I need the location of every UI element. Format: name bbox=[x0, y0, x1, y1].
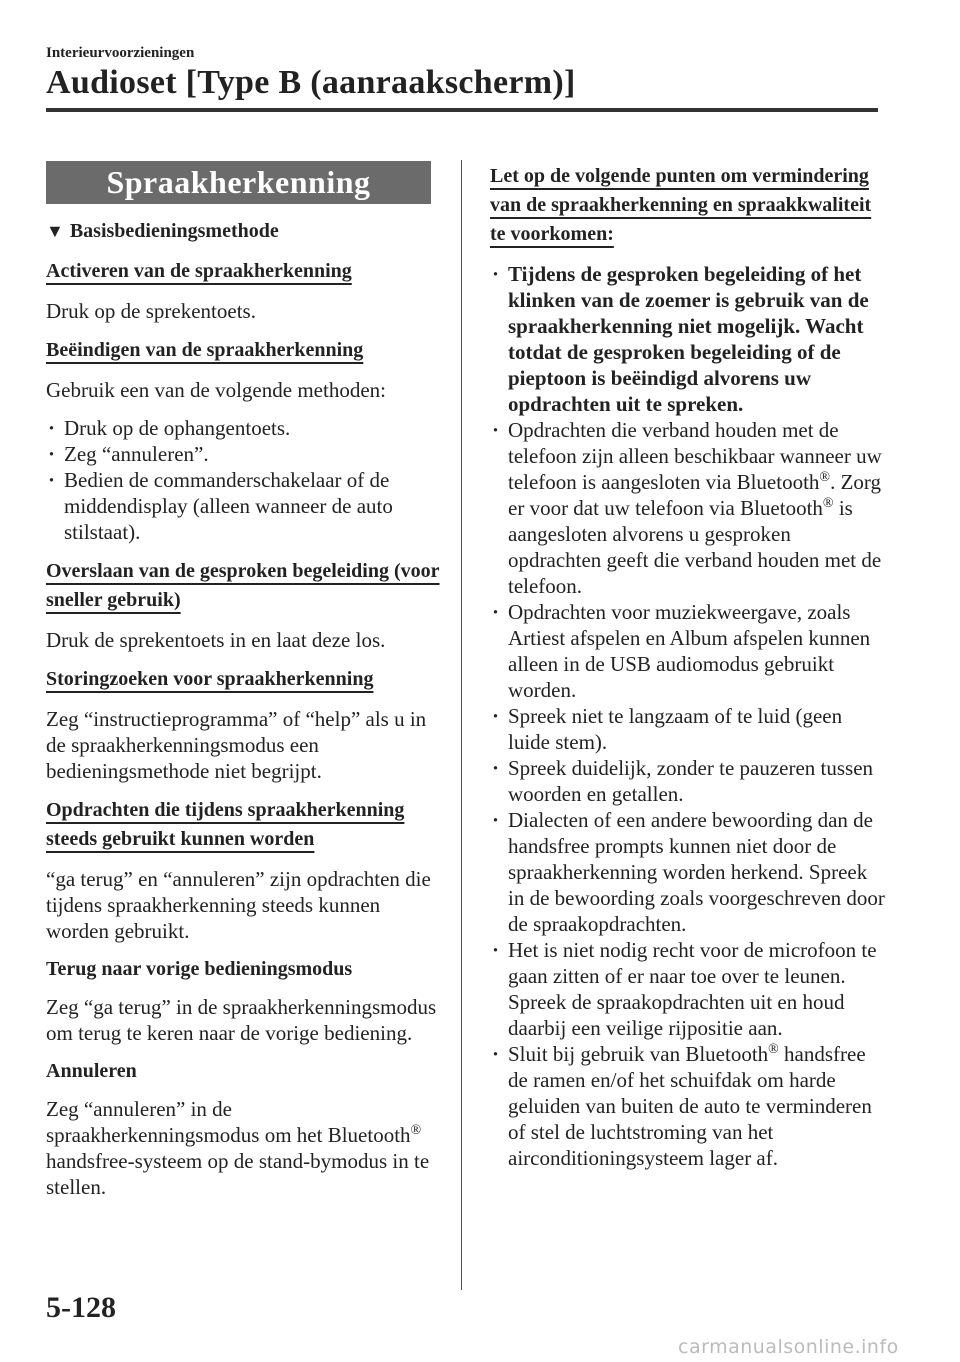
paragraph-cancel: Zeg “annuleren” in de spraakherkenningsmodus om het Bluetooth® handsfree-systeem op de stand-bymodus in te stellen. bbox=[46, 1097, 430, 1199]
paragraph-skip: Druk de sprekentoets in en laat deze los. bbox=[46, 628, 386, 652]
paragraph-always-commands: “ga terug” en “annuleren” zijn opdrachten die tijdens spraakherkenning steeds kunnen worden gebruikt. bbox=[46, 867, 431, 943]
paragraph-troubleshoot: Zeg “instructieprogramma” of “help” als u in de spraakherkenningsmodus een bedieningsmethode niet begrijpt. bbox=[46, 707, 427, 783]
end-methods-list bbox=[46, 415, 441, 545]
list-item: · Zeg “annuleren”. bbox=[46, 441, 441, 467]
list-item: · Opdrachten die verband houden met de telefoon zijn alleen beschikbaar wanneer uw telefoon is aangesloten via Bluetooth®. Zorg er voor dat uw telefoon via Bluetooth® is aangesloten alvorens u gesproken opdrachten geeft die verband houden met de telefoon. bbox=[490, 417, 885, 599]
watermark: carmanualsonline.info bbox=[678, 1336, 899, 1358]
section-label: Interieurvoorzieningen bbox=[46, 45, 195, 61]
paragraph-back: Zeg “ga terug” in de spraakherkenningsmodus om terug te keren naar de vorige bediening. bbox=[46, 995, 437, 1045]
subheading-text: Basisbedieningsmethode bbox=[69, 220, 279, 242]
list-item: · Opdrachten voor muziekweergave, zoals Artiest afspelen en Album afspelen kunnen alleen in de USB audiomodus gebruikt worden. bbox=[490, 599, 885, 703]
section-banner: Spraakherkenning bbox=[46, 161, 431, 204]
right-column bbox=[490, 162, 885, 1183]
subheading bbox=[46, 218, 441, 244]
list-item: · Spreek duidelijk, zonder te pauzeren tussen woorden en getallen. bbox=[490, 755, 885, 807]
heading-end: Beëindigen van de spraakherkenning bbox=[46, 339, 364, 361]
heading-tips: Let op de volgende punten om vermindering van de spraakherkenning en spraakkwaliteit te voorkomen: bbox=[490, 165, 872, 245]
paragraph-activate: Druk op de sprekentoets. bbox=[46, 299, 256, 323]
column-divider bbox=[461, 160, 462, 1290]
list-item: · Bedien de commanderschakelaar of de middendisplay (alleen wanneer de auto stilstaat). bbox=[46, 467, 441, 545]
heading-troubleshoot: Storingzoeken voor spraakherkenning bbox=[46, 668, 374, 690]
heading-activate: Activeren van de spraakherkenning bbox=[46, 260, 352, 282]
list-item: · Dialecten of een andere bewoording dan de handsfree prompts kunnen niet door de spraakherkenning worden herkend. Spreek in de bewoording zoals voorgeschreven door de spraakopdrachten. bbox=[490, 807, 885, 937]
heading-always-commands: Opdrachten die tijdens spraakherkenning steeds gebruikt kunnen worden bbox=[46, 799, 405, 850]
paragraph-end: Gebruik een van de volgende methoden: bbox=[46, 378, 386, 402]
triangle-down-icon: ▼ bbox=[46, 221, 64, 241]
heading-cancel: Annuleren bbox=[46, 1060, 137, 1082]
list-item: · Sluit bij gebruik van Bluetooth® handsfree de ramen en/of het schuifdak om harde geluiden van buiten de auto te verminderen of stel de luchtstroming van het airconditioningsysteem lager af. bbox=[490, 1041, 885, 1171]
list-item: · Druk op de ophangentoets. bbox=[46, 415, 441, 441]
heading-back: Terug naar vorige bedieningsmodus bbox=[46, 958, 353, 980]
list-item: · Spreek niet te langzaam of te luid (geen luide stem). bbox=[490, 703, 885, 755]
heading-skip: Overslaan van de gesproken begeleiding (voor sneller gebruik) bbox=[46, 560, 440, 611]
tips-list bbox=[490, 261, 885, 1171]
page-title: Audioset [Type B (aanraakscherm)] bbox=[46, 64, 576, 101]
page-number: 5-128 bbox=[46, 1291, 116, 1324]
left-column bbox=[46, 218, 441, 1212]
header-divider bbox=[46, 108, 878, 112]
list-item: · Het is niet nodig recht voor de microfoon te gaan zitten of er naar toe over te leunen. Spreek de spraakopdrachten uit en houd daarbij een veilige rijpositie aan. bbox=[490, 937, 885, 1041]
list-item: · Tijdens de gesproken begeleiding of het klinken van de zoemer is gebruik van de spraakherkenning niet mogelijk. Wacht totdat de gesproken begeleiding of de pieptoon is beëindigd alvorens uw opdrachten uit te spreken. bbox=[490, 261, 885, 417]
